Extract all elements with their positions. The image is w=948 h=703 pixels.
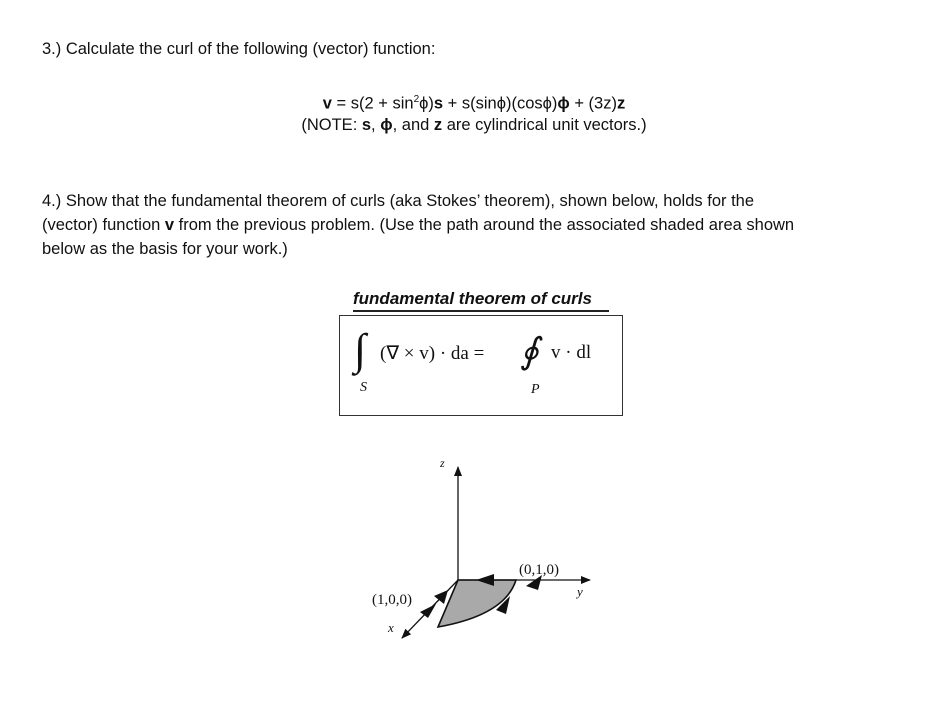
- point-y-label: (0,1,0): [519, 562, 559, 578]
- line-integral-expression: v · dl: [551, 342, 592, 363]
- problem-4-line-1: 4.) Show that the fundamental theorem of curls (aka Stokes’ theorem), shown below, holds for the: [42, 192, 755, 210]
- problem-4-line-3: below as the basis for your work.): [42, 240, 288, 258]
- path-subscript: P: [531, 382, 540, 397]
- curl-flux-expression: (∇ × v) · da =: [380, 343, 485, 364]
- unit-vector-note: (NOTE: s, ϕ, and z are cylindrical unit vectors.): [301, 116, 647, 134]
- z-axis-label: z: [440, 456, 445, 470]
- problem-3-prompt: 3.) Calculate the curl of the following (vector) function:: [42, 40, 436, 58]
- vector-function-equation: $v = s(2 + \sin^2\phi)s + s(\sin\phi)(\cos\phi)\phi + (3z)z$: [322, 94, 626, 113]
- x-axis-label: x: [388, 620, 394, 635]
- problem-4-line-2: (vector) function v from the previous problem. (Use the path around the associated shaded area shown: [42, 216, 795, 234]
- y-axis-label: y: [577, 584, 583, 599]
- arrow-at-point-x: [420, 604, 436, 618]
- theorem-title: fundamental theorem of curls: [353, 289, 592, 308]
- line-integral-sign: ∮: [520, 331, 539, 371]
- point-x-label: (1,0,0): [372, 592, 412, 608]
- surface-subscript: S: [360, 380, 367, 395]
- surface-integral-sign: ∫: [354, 325, 367, 374]
